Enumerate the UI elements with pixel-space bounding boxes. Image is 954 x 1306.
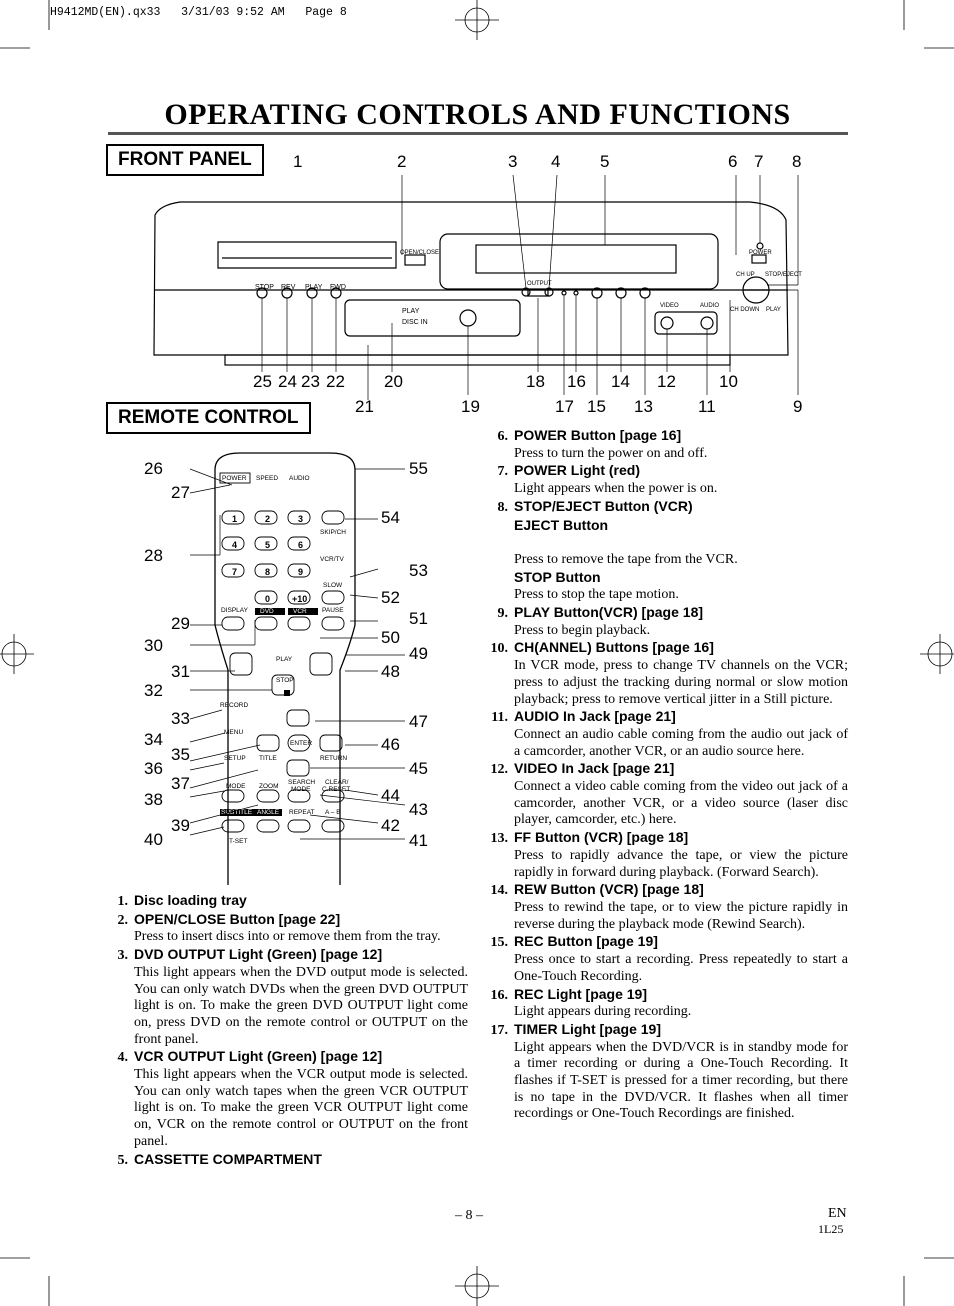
callout-53: 53 <box>409 561 428 580</box>
rc-label-skip: SKIP/CH <box>320 529 347 536</box>
rc-label-mode: MODE <box>226 783 246 790</box>
desc-item-15: 15. REC Button [page 19] Press once to start a recording. Press repeatedly to start a One-Touch Recording. <box>490 933 848 984</box>
rc-label-pause: PAUSE <box>322 607 344 614</box>
desc-item-11: 11. AUDIO In Jack [page 21] Connect an audio cable coming from the audio out jack of a camcorder, another VCR, or an audio source here. <box>491 708 848 759</box>
fp-label-ch-down: CH DOWN <box>730 307 760 313</box>
rc-label-stop: STOP <box>276 677 294 684</box>
rc-label-vcr: VCR <box>293 608 307 615</box>
callout-17: 17 <box>555 397 574 416</box>
callout-39: 39 <box>171 816 190 835</box>
callout-3: 3 <box>508 152 518 171</box>
rc-label-tset: T-SET <box>229 838 248 845</box>
desc-item-12: 12. VIDEO In Jack [page 21] Connect a video cable coming from the video out jack of a camcorder, another VCR, or a video source (laser disc player, camcorder, etc.) here. <box>490 760 848 828</box>
fp-label-disc-in: DISC IN <box>402 319 428 326</box>
callout-50: 50 <box>381 628 400 647</box>
desc-item-10: 10. CH(ANNEL) Buttons [page 16] In VCR mode, press to change TV channels on the VCR; press to adjust the tracking during normal or slow motion playback; press to remove vertical jitter in a Still picture. <box>490 639 848 707</box>
rc-label-slow: SLOW <box>323 582 343 589</box>
file-header: H9412MD(EN).qx33 3/31/03 9:52 AM Page 8 <box>50 6 347 19</box>
rc-key-9: 9 <box>298 567 304 577</box>
rc-key-7: 7 <box>232 567 238 577</box>
callout-14: 14 <box>611 372 630 391</box>
desc-item-16: 16. REC Light [page 19] Light appears during recording. <box>490 985 692 1020</box>
desc-item-5: 5. CASSETTE COMPARTMENT <box>117 1150 322 1168</box>
rc-label-zoom: ZOOM <box>259 783 279 790</box>
desc-item-9: 9. PLAY Button(VCR) [page 18] Press to begin playback. <box>497 604 704 638</box>
callout-16: 16 <box>567 372 586 391</box>
rc-label-display: DISPLAY <box>221 607 248 614</box>
desc-item-14: 14. REW Button (VCR) [page 18] Press to rewind the tape, or to view the picture rapidly in reverse during the playback mode (Rewind Search). <box>490 881 848 932</box>
rc-label-search: SEARCH <box>288 779 316 786</box>
callout-48: 48 <box>381 662 400 681</box>
callout-24: 24 <box>278 372 297 391</box>
callout-51: 51 <box>409 609 428 628</box>
rc-label-power: POWER <box>222 475 247 482</box>
rc-key-2: 2 <box>265 514 271 524</box>
callout-29: 29 <box>171 614 190 633</box>
rc-label-subtitle: SUBTITLE <box>221 809 253 816</box>
callout-37: 37 <box>171 774 190 793</box>
callout-33: 33 <box>171 709 190 728</box>
fp-label-power: POWER <box>749 250 772 256</box>
rc-label-title: TITLE <box>259 755 277 762</box>
fp-label-ch-up: CH UP <box>736 272 755 278</box>
rc-key-5: 5 <box>265 540 271 550</box>
callout-19: 19 <box>461 397 480 416</box>
desc-item-8: 8. STOP/EJECT Button (VCR) <box>497 497 693 515</box>
callout-30: 30 <box>144 636 163 655</box>
callout-38: 38 <box>144 790 163 809</box>
callout-22: 22 <box>326 372 345 391</box>
callout-43: 43 <box>409 800 428 819</box>
callout-27: 27 <box>171 483 190 502</box>
rc-key-plus10: +10 <box>292 594 308 604</box>
desc-item-2: 2. OPEN/CLOSE Button [page 22] Press to insert discs into or remove them from the tray. <box>117 910 441 945</box>
rc-label-menu: MENU <box>224 729 244 736</box>
callout-9: 9 <box>793 397 803 416</box>
callout-52: 52 <box>381 588 400 607</box>
callout-40: 40 <box>144 830 163 849</box>
desc-item-17: 17. TIMER Light [page 19] Light appears when the DVD/VCR is in standby mode for a timer recording or during a One-Touch Recording. It flashes if T-SET is pressed for a timer recording, but there is no tape in the DVD/VCR. It flashes when all timer recordings or One-Touch Recordings are finished. <box>490 1020 848 1122</box>
callout-32: 32 <box>144 681 163 700</box>
callout-11: 11 <box>698 397 716 416</box>
language-code: EN <box>828 1206 847 1221</box>
callout-47: 47 <box>409 712 428 731</box>
callout-26: 26 <box>144 459 163 478</box>
title-rule <box>108 132 848 135</box>
rc-key-8: 8 <box>265 567 271 577</box>
page-number: – 8 – <box>455 1208 483 1223</box>
callout-36: 36 <box>144 759 163 778</box>
rc-label-ab: A – B <box>325 809 341 816</box>
callout-13: 13 <box>634 397 653 416</box>
rc-label-audio: AUDIO <box>289 475 310 482</box>
callout-20: 20 <box>384 372 403 391</box>
rc-label-creset: C.RESET <box>322 786 351 793</box>
callout-49: 49 <box>409 644 428 663</box>
rc-label-enter: ENTER <box>290 740 313 747</box>
rc-label-speed: SPEED <box>256 475 279 482</box>
rc-key-6: 6 <box>298 540 304 550</box>
document-code: 1L25 <box>818 1222 844 1236</box>
callout-2: 2 <box>397 152 407 171</box>
rc-label-angle: ANGLE <box>257 809 280 816</box>
callout-5: 5 <box>600 152 610 171</box>
rc-label-return: RETURN <box>320 755 348 762</box>
fp-label-play3: PLAY <box>766 307 781 313</box>
rc-key-0: 0 <box>265 594 271 604</box>
page-title: OPERATING CONTROLS AND FUNCTIONS <box>164 98 791 131</box>
callout-10: 10 <box>719 372 738 391</box>
callout-18: 18 <box>526 372 545 391</box>
callout-15: 15 <box>587 397 606 416</box>
callout-46: 46 <box>381 735 400 754</box>
callout-44: 44 <box>381 786 400 805</box>
desc-item-6: 6. POWER Button [page 16] Press to turn the power on and off. <box>497 427 708 461</box>
rc-label-record: RECORD <box>220 702 249 709</box>
rc-label-search-mode: MODE <box>291 786 311 793</box>
callout-7: 7 <box>754 152 764 171</box>
callout-8: 8 <box>792 152 802 171</box>
remote-control-label: REMOTE CONTROL <box>106 402 311 434</box>
desc-item-8-stop: STOP Button Press to stop the tape motion. <box>514 568 679 603</box>
fp-label-fwd: FWD <box>330 284 346 291</box>
rc-key-4: 4 <box>232 540 238 550</box>
callout-6: 6 <box>728 152 738 171</box>
fp-label-audio: AUDIO <box>700 303 720 309</box>
rc-label-clear: CLEAR/ <box>325 779 349 786</box>
left-descriptions <box>106 892 468 1169</box>
callout-25: 25 <box>253 372 272 391</box>
fp-label-video: VIDEO <box>660 303 679 309</box>
callout-21: 21 <box>355 397 374 416</box>
fp-label-play: PLAY <box>305 284 323 291</box>
callout-12: 12 <box>657 372 676 391</box>
rc-key-3: 3 <box>298 514 304 524</box>
fp-label-rew: REV <box>281 284 296 291</box>
desc-item-3: 3. DVD OUTPUT Light (Green) [page 12] This light appears when the DVD output mode is selected. You can only watch DVDs when the green DVD OUTPUT light is on. To make the green DVD OUTPUT light come on, press DVD on the remote control or OUTPUT on the front panel. <box>117 946 468 1047</box>
desc-item-1: 1. Disc loading tray <box>117 892 247 909</box>
desc-item-13: 13. FF Button (VCR) [page 18] Press to rapidly advance the tape, or view the picture rapidly in forward during playback. (Forward Search). <box>490 829 848 880</box>
rc-label-vcrtv: VCR/TV <box>320 556 344 563</box>
callout-42: 42 <box>381 816 400 835</box>
callout-55: 55 <box>409 459 428 478</box>
rc-key-1: 1 <box>232 514 238 524</box>
rc-label-setup: SETUP <box>224 755 246 762</box>
front-panel-diagram <box>100 150 820 420</box>
callout-54: 54 <box>381 508 400 527</box>
fp-label-open-close: OPEN/CLOSE <box>400 250 440 256</box>
fp-label-output: OUTPUT <box>527 281 552 287</box>
rc-label-dvd: DVD <box>260 608 274 615</box>
desc-item-4: 4. VCR OUTPUT Light (Green) [page 12] This light appears when the VCR output mode is selected. You can only watch tapes when the green VCR OUTPUT light is on. To make the green VCR OUTPUT light come on, VCR on the remote control or OUTPUT on the front panel. <box>117 1048 468 1149</box>
callout-31: 31 <box>171 662 190 681</box>
fp-label-stop: STOP <box>255 284 274 291</box>
callout-23: 23 <box>301 372 320 391</box>
front-panel-label: FRONT PANEL <box>106 144 264 176</box>
desc-item-8-eject: EJECT Button Press to remove the tape from the VCR. <box>514 516 738 567</box>
right-descriptions <box>486 427 848 1123</box>
rc-label-play: PLAY <box>276 656 293 663</box>
callout-35: 35 <box>171 745 190 764</box>
fp-label-play2: PLAY <box>402 308 420 315</box>
fp-label-stop-eject: STOP/EJECT <box>765 272 802 278</box>
rc-label-repeat: REPEAT <box>289 809 315 816</box>
callout-1: 1 <box>293 152 303 171</box>
desc-item-7: 7. POWER Light (red) Light appears when the power is on. <box>497 462 718 497</box>
callout-34: 34 <box>144 730 163 749</box>
callout-45: 45 <box>409 759 428 778</box>
callout-41: 41 <box>409 831 428 850</box>
callout-28: 28 <box>144 546 163 565</box>
callout-4: 4 <box>551 152 561 171</box>
